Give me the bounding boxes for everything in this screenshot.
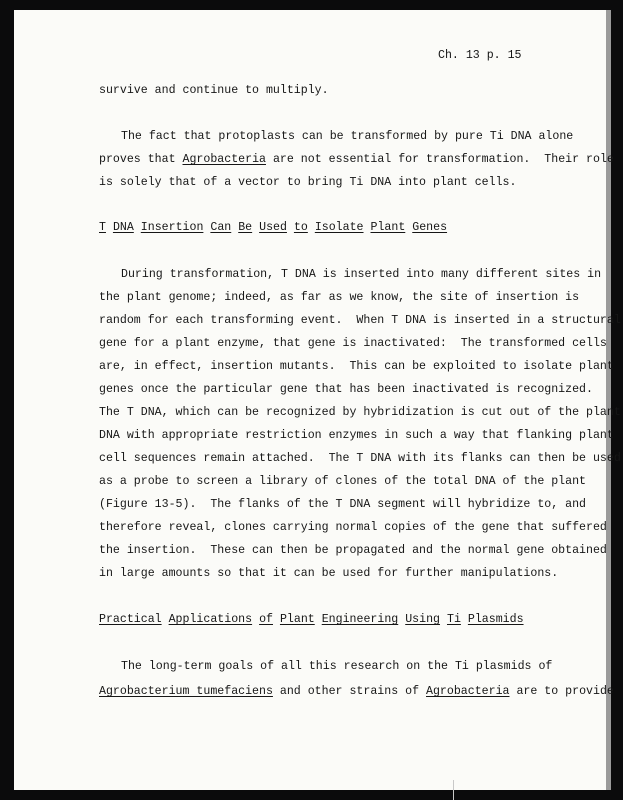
species-name: Agrobacterium tumefaciens	[99, 685, 273, 698]
section-heading: Practical Applications of Plant Engineering Using Ti Plasmids	[99, 613, 524, 626]
text-line: (Figure 13-5). The flanks of the T DNA segment will hybridize to, and	[99, 498, 587, 511]
text-line: Agrobacterium tumefaciens and other strains of Agrobacteria are to provide	[99, 685, 614, 698]
scan-mark	[453, 780, 454, 800]
text-line: are, in effect, insertion mutants. This can be exploited to isolate plant	[99, 360, 614, 373]
page-reference: Ch. 13 p. 15	[438, 49, 522, 62]
text-line: in large amounts so that it can be used for further manipulations.	[99, 567, 559, 580]
text-line: is solely that of a vector to bring Ti DNA into plant cells.	[99, 176, 517, 189]
genus-name: Agrobacteria	[426, 685, 510, 698]
text-line: therefore reveal, clones carrying normal copies of the gene that suffered	[99, 521, 607, 534]
page-edge	[606, 10, 611, 790]
text-line: random for each transforming event. When T DNA is inserted in a structural	[99, 314, 621, 327]
text-line: The T DNA, which can be recognized by hybridization is cut out of the plant	[99, 406, 621, 419]
text-line: gene for a plant enzyme, that gene is inactivated: The transformed cells	[99, 337, 607, 350]
text-line: the plant genome; indeed, as far as we know, the site of insertion is	[99, 291, 580, 304]
text-line: proves that Agrobacteria are not essential for transformation. Their role	[99, 153, 614, 166]
text-line: as a probe to screen a library of clones of the total DNA of the plant	[99, 475, 587, 488]
text-line: survive and continue to multiply.	[99, 84, 329, 97]
text-line: genes once the particular gene that has been inactivated is recognized.	[99, 383, 593, 396]
text-line: The long-term goals of all this research on the Ti plasmids of	[121, 660, 553, 673]
text-line: During transformation, T DNA is inserted into many different sites in	[121, 268, 602, 281]
genus-name: Agrobacteria	[182, 153, 266, 166]
text-line: DNA with appropriate restriction enzymes in such a way that flanking plant	[99, 429, 614, 442]
text-line: The fact that protoplasts can be transformed by pure Ti DNA alone	[121, 130, 574, 143]
text-line: the insertion. These can then be propagated and the normal gene obtained	[99, 544, 607, 557]
text-line: cell sequences remain attached. The T DNA with its flanks can then be used	[99, 452, 621, 465]
section-heading: T DNA Insertion Can Be Used to Isolate Plant Genes	[99, 221, 448, 234]
